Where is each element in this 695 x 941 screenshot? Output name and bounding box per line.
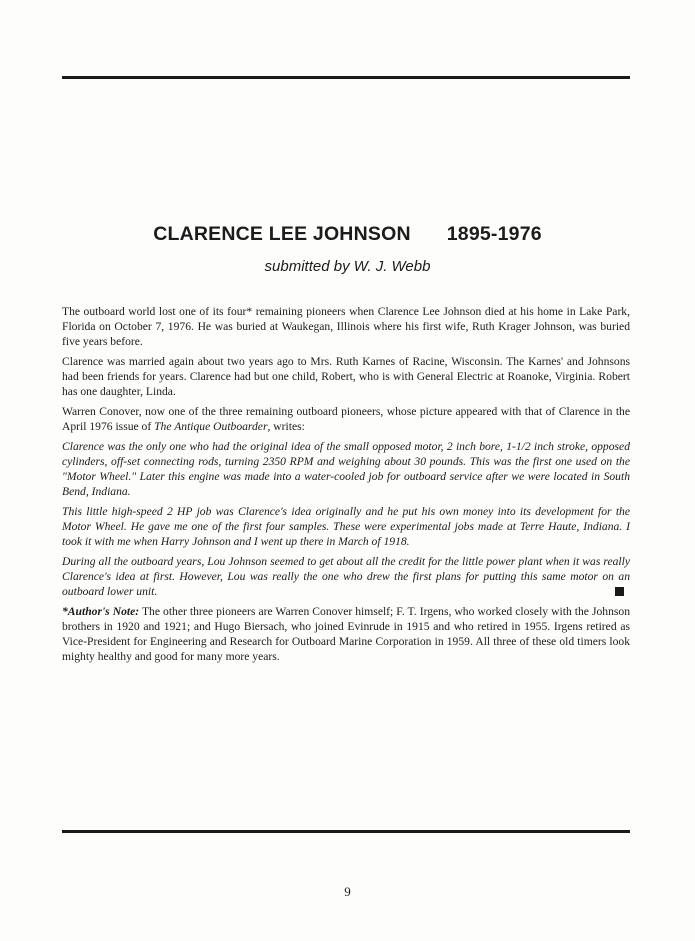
quote-1: Clarence was the only one who had the original idea of the small opposed motor, 2 inch bore, 1-1/2 inch stroke, opposed cylinders, off-set connecting rods, turning 2350 RPM and weighing about 30 pounds. This was the first one used on the "Motor Wheel." Later this engine was made into a water-cooled job for outboard service after we were located in South Bend, Indiana. (62, 440, 630, 498)
page-number: 9 (344, 884, 351, 899)
end-square-icon (615, 587, 624, 596)
quote-3 (62, 554, 630, 599)
title-years: 1895-1976 (446, 223, 542, 245)
publication-title: The Antique Outboarder (154, 420, 268, 433)
quote-2: This little high-speed 2 HP job was Clarence's idea originally and he put his own money into its development for the Motor Wheel. He gave me one of the first four samples. These were experimental jobs made at Terre Haute, Indiana. I took it with me when Harry Johnson and I went up there in March of 1918. (62, 505, 630, 548)
paragraph-2: Clarence was married again about two years ago to Mrs. Ruth Karnes of Racine, Wisconsin. The Karnes' and Johnsons had been friends for years. Clarence had but one child, Robert, who is with General Electric at Roanoke, Virginia. Robert has one daughter, Linda. (62, 355, 630, 398)
article-title (0, 223, 695, 246)
author-note-label: *Author's Note: (62, 605, 140, 618)
author-note-text: The other three pioneers are Warren Conover himself; F. T. Irgens, who worked closely with the Johnson brothers in 1920 and 1921; and Hugo Biersach, who joined Evinrude in 1915 and who retired in 1955. Irgens retired as Vice-President for Engineering and Research for Outboard Marine Corporation in 1959. All three of these old timers look mighty healthy and good for many more years. (62, 605, 631, 663)
paragraph-3-end: , writes: (267, 420, 305, 433)
top-rule (62, 76, 630, 79)
bottom-rule (62, 830, 630, 833)
author-note (62, 604, 630, 664)
quote-3-text: During all the outboard years, Lou Johnson seemed to get about all the credit for the little power plant when it was really Clarence's idea at first. However, Lou was really the one who drew the first plans for putting this same motor on an outboard lower unit. (62, 555, 630, 598)
byline: submitted by W. J. Webb (264, 258, 431, 275)
paragraph-3-text: Warren Conover, now one of the three remaining outboard pioneers, whose picture appeared with that of Clarence in the April 1976 issue of (62, 405, 630, 433)
title-name: CLARENCE LEE JOHNSON (153, 223, 411, 245)
paragraph-1: The outboard world lost one of its four* remaining pioneers when Clarence Lee Johnson died at his home in Lake Park, Florida on October 7, 1976. He was buried at Waukegan, Illinois where his first wife, Ruth Krager Johnson, was buried five years before. (62, 305, 630, 348)
paragraph-3 (62, 404, 630, 434)
article-body (62, 304, 630, 669)
